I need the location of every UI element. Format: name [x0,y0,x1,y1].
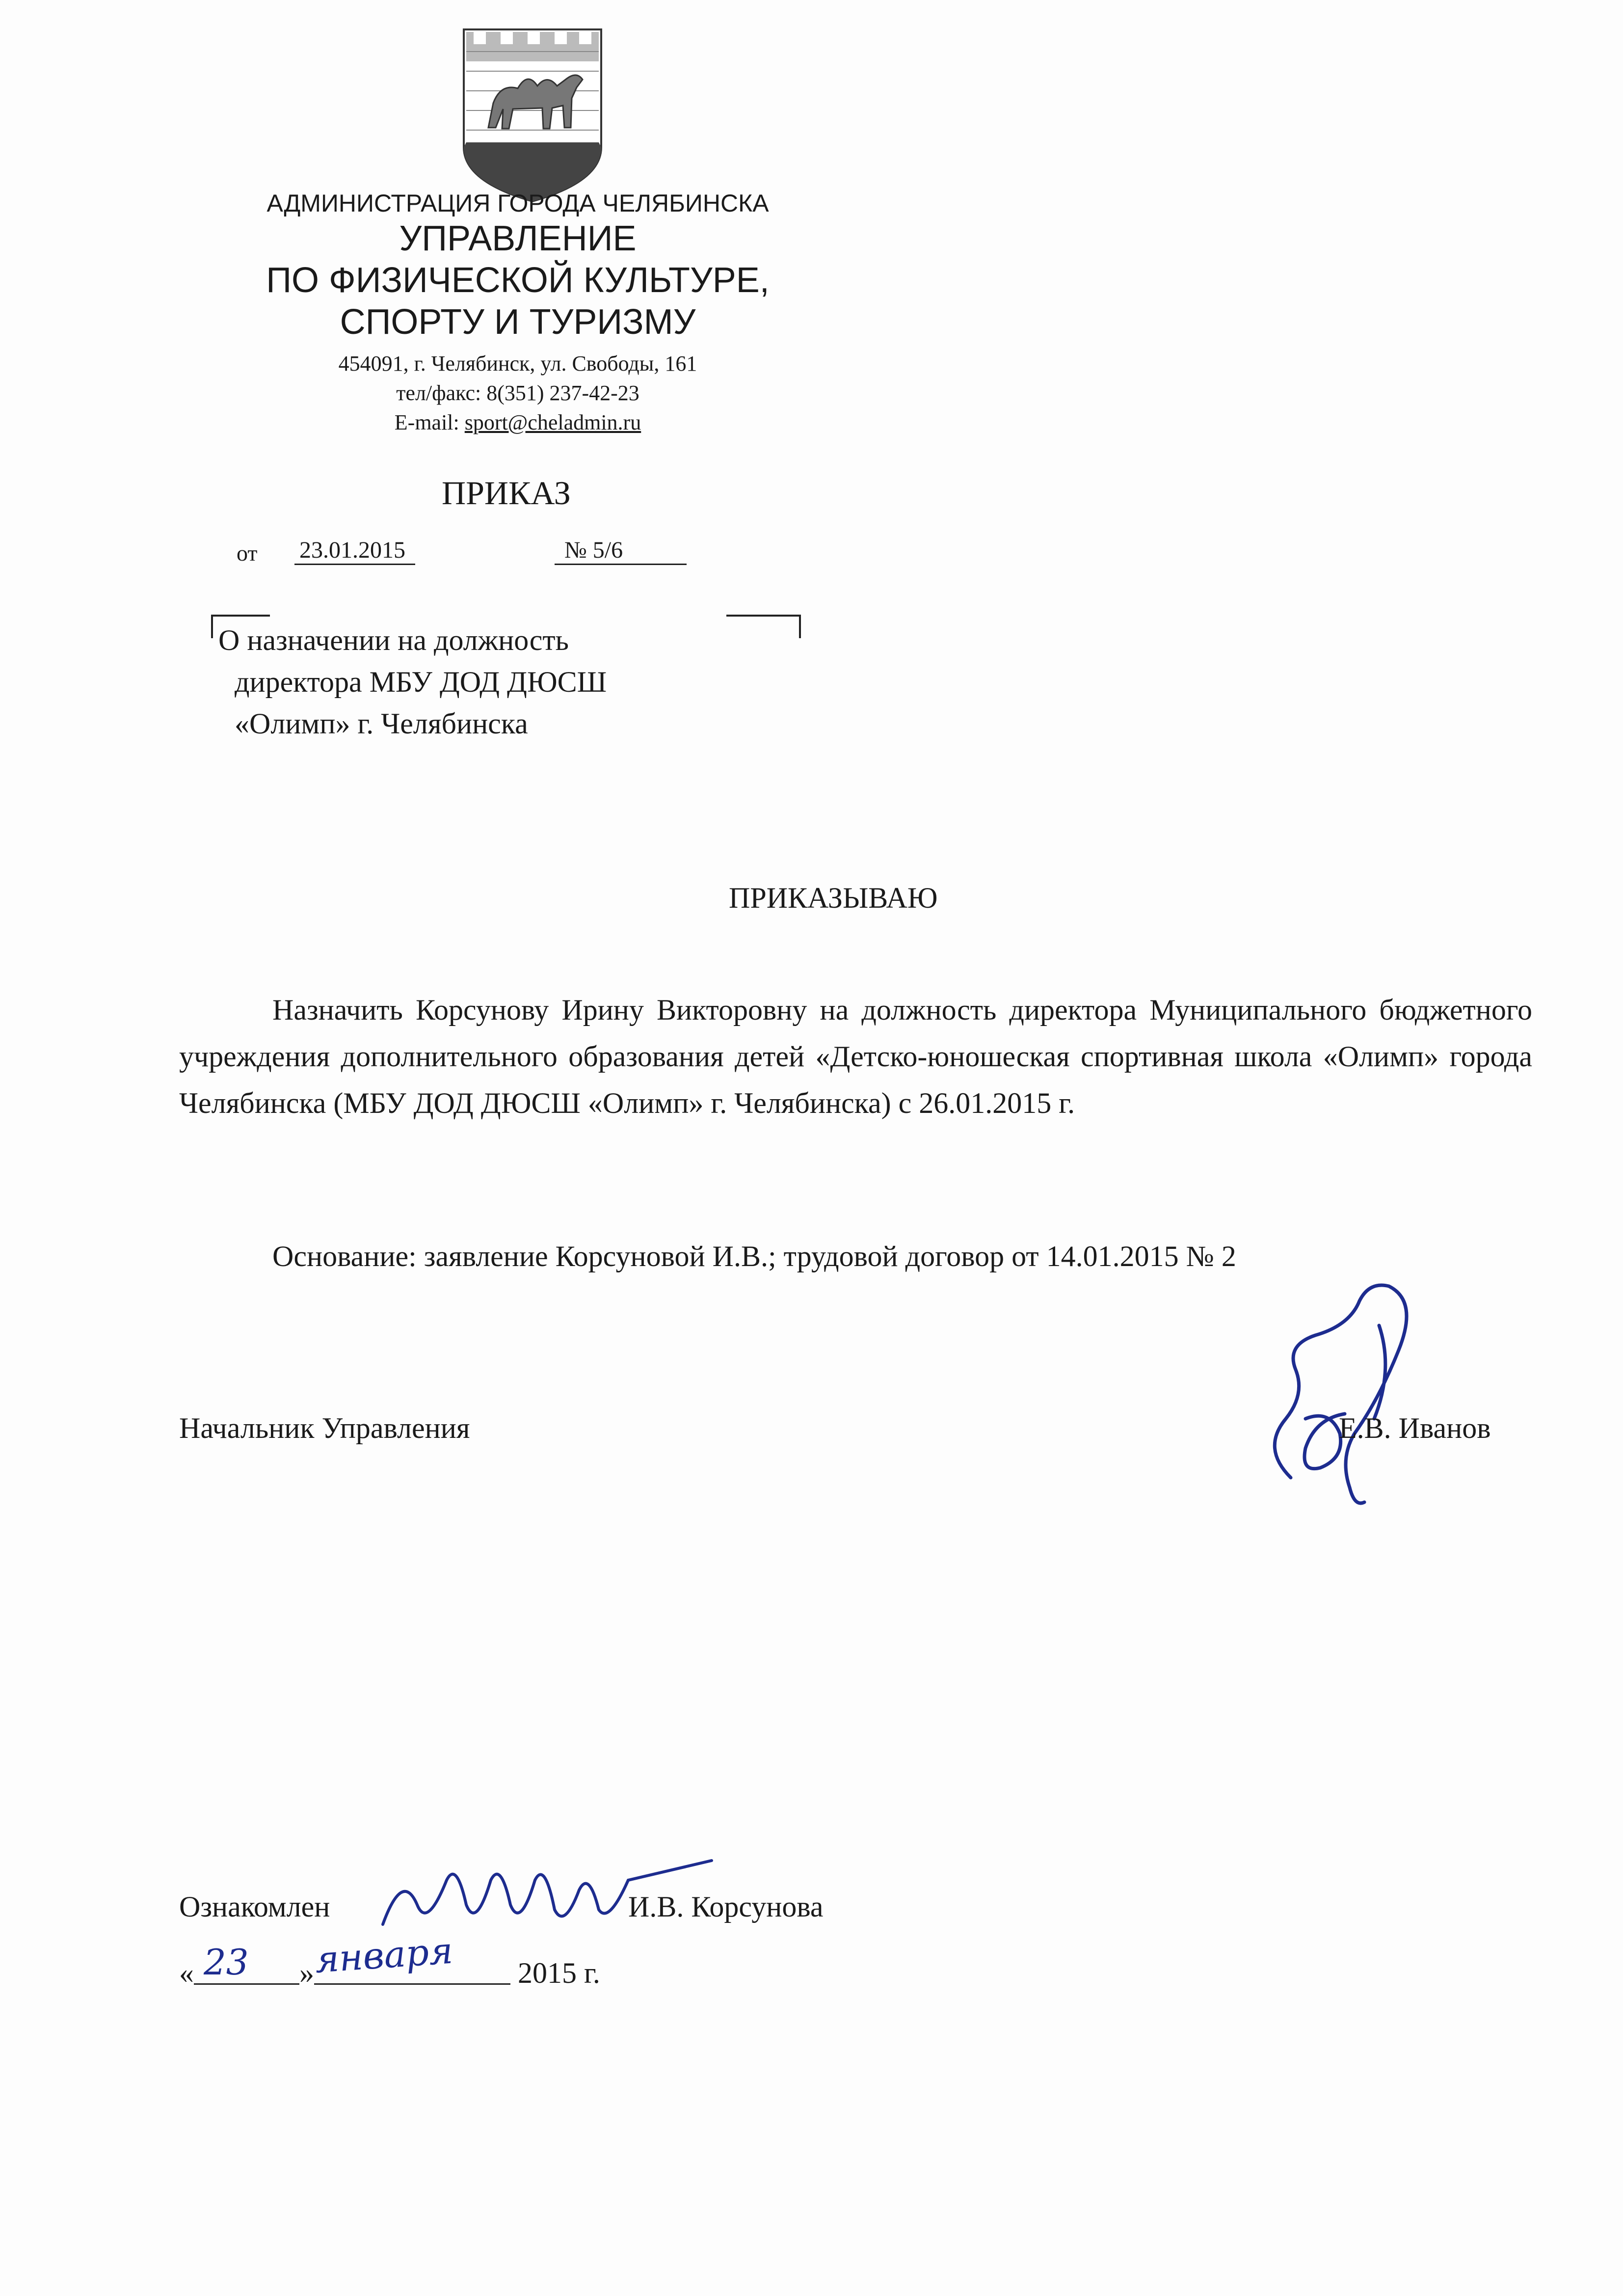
email-line [174,410,861,435]
subject-line3: «Олимп» г. Челябинска [235,707,528,740]
department-title-line1: УПРАВЛЕНИЕ [399,219,637,258]
document-title: ПРИКАЗ [442,474,571,512]
order-basis: Основание: заявление Корсуновой И.В.; трудовой договор от 14.01.2015 № 2 [272,1240,1236,1272]
order-date: 23.01.2015 [294,537,415,565]
department-title-line3: СПОРТУ И ТУРИЗМУ [340,302,696,342]
coat-of-arms-icon [454,25,611,206]
department-title-line2: ПО ФИЗИЧЕСКОЙ КУЛЬТУРЕ, [266,261,770,300]
handwritten-month: января [314,1929,454,1981]
employee-name: И.В. Корсунова [628,1891,824,1923]
signatory-name: Е.В. Иванов [1339,1412,1491,1444]
subject-line2: директора МБУ ДОД ДЮСШ [235,666,607,698]
date-quote-open: « [179,1957,194,1989]
order-number: № 5/6 [555,537,687,565]
subject-line1: О назначении на должность [218,624,569,656]
administration-title: АДМИНИСТРАЦИЯ ГОРОДА ЧЕЛЯБИНСКА [266,189,769,217]
subject-bracket-left-vertical [211,615,213,638]
subject-bracket-right-vertical [799,615,801,638]
email-label: E-mail: [394,410,465,434]
email-link[interactable]: sport@cheladmin.ru [464,410,641,434]
subject-bracket-left [211,615,270,617]
acknowledgement-label: Ознакомлен [179,1891,330,1923]
address: 454091, г. Челябинск, ул. Свободы, 161 [338,351,697,376]
directive-heading: ПРИКАЗЫВАЮ [729,882,938,914]
signatory-position: Начальник Управления [179,1412,470,1444]
subject-bracket-right [726,615,800,617]
date-label: от [237,540,258,566]
phone-fax: тел/факс: 8(351) 237-42-23 [396,381,639,405]
handwritten-day: 23 [204,1942,249,1983]
acknowledgement-year: 2015 г. [518,1957,600,1989]
order-body-paragraph: Назначить Корсунову Ирину Викторовну на должность директора Муниципального бюджетного учреждения дополнительного образования детей «Детско-юношеская спортивная школа «Олимп» города Челябинска (МБУ ДОД ДЮСШ «Олимп» г. Челябинска) с 26.01.2015 г. [179,994,1532,1119]
date-quote-close: » [299,1957,314,1989]
director-signature [1232,1271,1438,1517]
